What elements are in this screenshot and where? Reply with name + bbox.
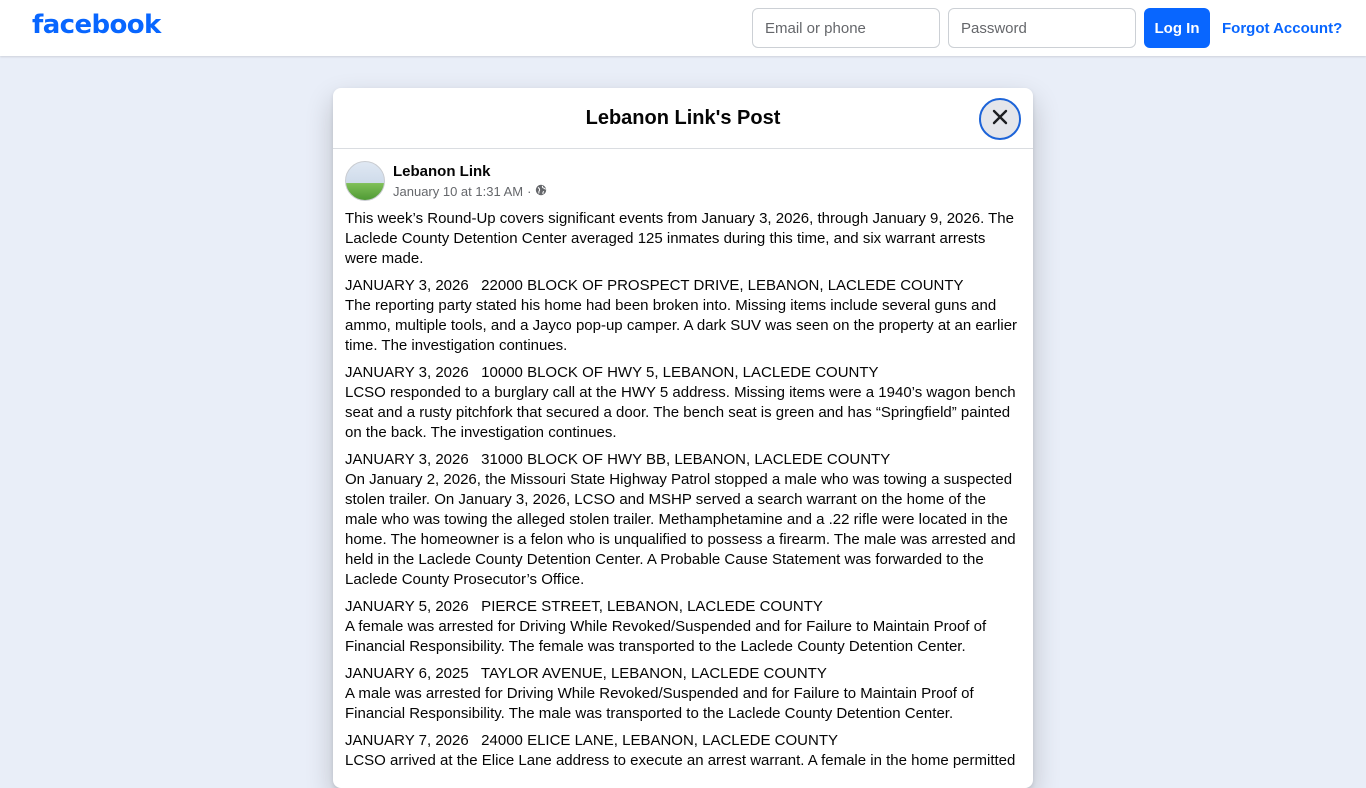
incident-entry xyxy=(345,664,1021,724)
login-form xyxy=(752,8,1342,48)
forgot-account-link[interactable]: Forgot Account? xyxy=(1222,19,1343,37)
incident-text: The reporting party stated his home had been broken into. Missing items include several guns and ammo, multiple tools, and a Jayco pop-up camper. A dark SUV was seen on the property at an earlier time. The investigation continues. xyxy=(345,297,1018,354)
incident-text: A female was arrested for Driving While Revoked/Suspended and for Failure to Maintain Proof of Financial Responsibility. The female was transported to the Laclede County Detention Center. xyxy=(345,618,987,655)
incident-heading: JANUARY 3, 2026 31000 BLOCK OF HWY BB, LEBANON, LACLEDE COUNTY xyxy=(345,451,891,468)
facebook-logo[interactable]: facebook xyxy=(32,10,161,40)
post-header xyxy=(333,149,1033,201)
modal-title: Lebanon Link's Post xyxy=(585,106,781,129)
incident-entry xyxy=(345,450,1021,590)
incident-heading: JANUARY 5, 2026 PIERCE STREET, LEBANON, LACLEDE COUNTY xyxy=(345,598,823,615)
globe-icon xyxy=(535,183,547,200)
modal-header xyxy=(333,88,1033,149)
incident-text: A male was arrested for Driving While Revoked/Suspended and for Failure to Maintain Proof of Financial Responsibility. The male was transported to the Laclede County Detention Center. xyxy=(345,685,974,722)
incident-heading: JANUARY 3, 2026 10000 BLOCK OF HWY 5, LEBANON, LACLEDE COUNTY xyxy=(345,364,879,381)
incident-text: On January 2, 2026, the Missouri State Highway Patrol stopped a male who was towing a suspected stolen trailer. On January 3, 2026, LCSO and MSHP served a search warrant on the home of the male who was towing the alleged stolen trailer. Methamphetamine and a .22 rifle were located in the home. The homeowner is a felon who is unqualified to possess a firearm. The male was arrested and held in the Laclede County Detention Center. A Probable Cause Statement was forwarded to the Laclede County Prosecutor’s Office. xyxy=(345,471,1016,588)
top-bar xyxy=(0,0,1366,56)
email-field[interactable] xyxy=(752,8,940,48)
login-button[interactable]: Log In xyxy=(1144,8,1210,48)
post-meta xyxy=(393,162,547,200)
incident-text: LCSO responded to a burglary call at the HWY 5 address. Missing items were a 1940’s wagon bench seat and a rusty pitchfork that secured a door. The bench seat is green and has “Springfield” painted on the back. The investigation continues. xyxy=(345,384,1016,441)
incident-heading: JANUARY 3, 2026 22000 BLOCK OF PROSPECT DRIVE, LEBANON, LACLEDE COUNTY xyxy=(345,277,964,294)
close-button[interactable] xyxy=(979,98,1021,140)
incident-entry xyxy=(345,597,1021,657)
incident-heading: JANUARY 6, 2025 TAYLOR AVENUE, LEBANON, LACLEDE COUNTY xyxy=(345,665,827,682)
post-modal xyxy=(333,88,1033,788)
separator: · xyxy=(527,184,532,199)
incident-entry xyxy=(345,363,1021,443)
post-body xyxy=(333,201,1033,771)
incident-entry xyxy=(345,731,1021,771)
incident-entry xyxy=(345,276,1021,356)
incident-text: LCSO arrived at the Elice Lane address to execute an arrest warrant. A female in the home permitted xyxy=(345,752,1016,769)
incident-heading: JANUARY 7, 2026 24000 ELICE LANE, LEBANON, LACLEDE COUNTY xyxy=(345,732,838,749)
avatar[interactable] xyxy=(345,161,385,201)
post-timestamp[interactable]: January 10 at 1:31 AM xyxy=(393,184,524,199)
close-icon xyxy=(990,107,1010,132)
author-name[interactable]: Lebanon Link xyxy=(393,163,491,180)
post-intro: This week’s Round-Up covers significant events from January 3, 2026, through January 9, 2026. The Laclede County Detention Center averaged 125 inmates during this time, and six warrant arrests were made. xyxy=(345,210,1014,267)
password-field[interactable] xyxy=(948,8,1136,48)
post-timestamp-row xyxy=(393,183,547,200)
